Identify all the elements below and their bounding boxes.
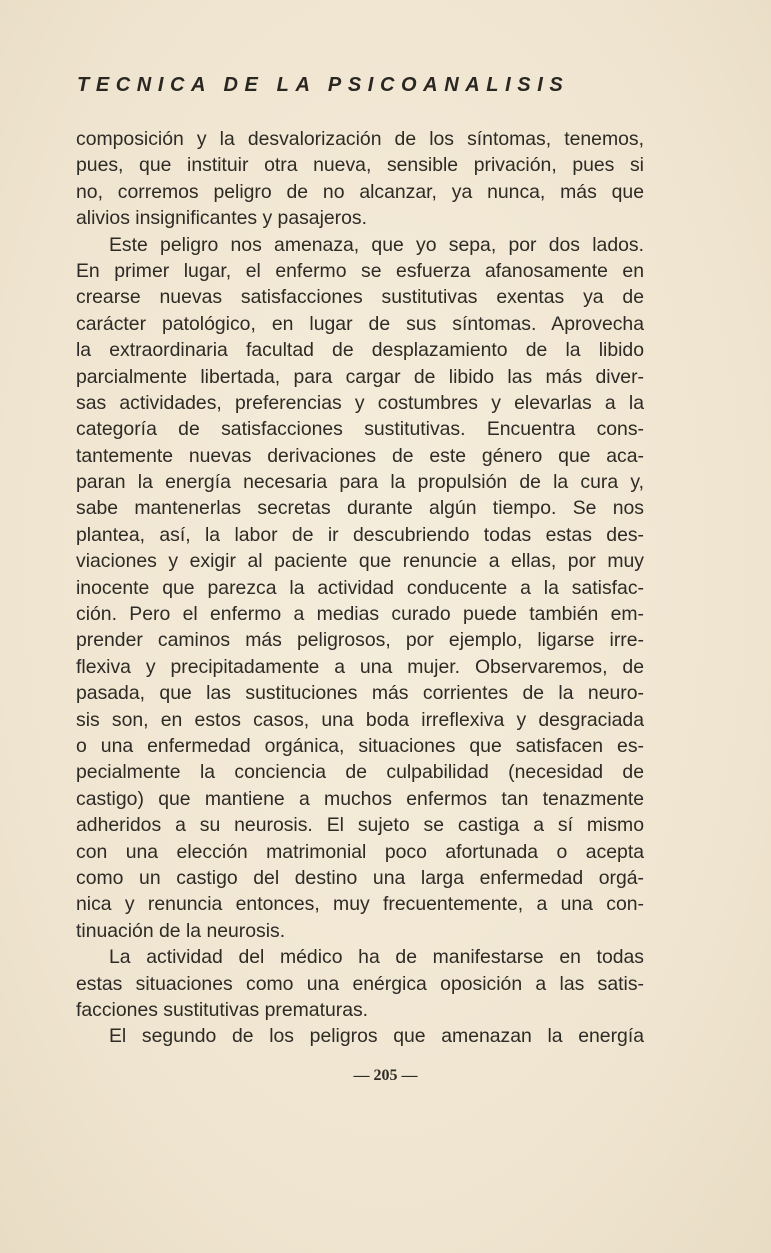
- text-line: viaciones y exigir al paciente que renuncie a ellas, por muy: [76, 550, 644, 573]
- text-line: crearse nuevas satisfacciones sustitutivas exentas ya de: [76, 286, 644, 309]
- paragraph-start-line: Este peligro nos amenaza, que yo sepa, por dos lados.: [109, 233, 644, 256]
- text-line: carácter patológico, en lugar de sus síntomas. Aprovecha: [76, 312, 644, 335]
- text-line: nica y renuncia entonces, muy frecuentemente, a una con-: [76, 893, 644, 916]
- text-line: sis son, en estos casos, una boda irreflexiva y desgraciada: [76, 708, 644, 731]
- text-line: pasada, que las sustituciones más corrientes de la neuro-: [76, 682, 644, 705]
- text-line: paran la energía necesaria para la propulsión de la cura y,: [76, 471, 644, 494]
- text-line: estas situaciones como una enérgica oposición a las satis-: [76, 972, 644, 995]
- text-line: pues, que instituir otra nueva, sensible privación, pues si: [76, 154, 644, 177]
- text-line: En primer lugar, el enfermo se esfuerza afanosamente en: [76, 259, 644, 282]
- text-line: pecialmente la conciencia de culpabilidad (necesidad de: [76, 761, 644, 784]
- text-line: prender caminos más peligrosos, por ejemplo, ligarse irre-: [76, 629, 644, 652]
- text-line: sas actividades, preferencias y costumbres y elevarlas a la: [76, 391, 644, 414]
- text-line: o una enfermedad orgánica, situaciones que satisfacen es-: [76, 734, 644, 757]
- text-line: no, corremos peligro de no alcanzar, ya nunca, más que: [76, 180, 644, 203]
- text-line: la extraordinaria facultad de desplazamiento de la libido: [76, 339, 644, 362]
- text-line: tinuación de la neurosis.: [76, 919, 286, 942]
- paragraph-start-line: El segundo de los peligros que amenazan la energía: [109, 1025, 644, 1048]
- text-line: como un castigo del destino una larga enfermedad orgá-: [76, 866, 644, 889]
- text-line: composición y la desvalorización de los síntomas, tenemos,: [76, 128, 644, 150]
- text-line: con una elección matrimonial poco afortunada o acepta: [76, 840, 644, 863]
- text-line: castigo) que mantiene a muchos enfermos tan tenazmente: [76, 787, 644, 810]
- text-line: sabe mantenerlas secretas durante algún tiempo. Se nos: [76, 497, 644, 520]
- text-line: facciones sustitutivas prematuras.: [76, 998, 369, 1021]
- text-line: ción. Pero el enfermo a medias curado puede también em-: [76, 603, 644, 626]
- text-line: adheridos a su neurosis. El sujeto se castiga a sí mismo: [76, 814, 644, 837]
- text-line: tantemente nuevas derivaciones de este género que aca-: [76, 444, 644, 467]
- text-line: plantea, así, la labor de ir descubriendo todas estas des-: [76, 523, 644, 546]
- text-line: alivios insignificantes y pasajeros.: [76, 207, 368, 230]
- text-line: flexiva y precipitadamente a una mujer. Observaremos, de: [76, 655, 644, 678]
- page-number: — 205 —: [353, 1067, 418, 1084]
- paragraph-start-line: La actividad del médico ha de manifestarse en todas: [109, 946, 644, 969]
- running-head-title: TECNICA DE LA PSICOANALISIS: [77, 74, 570, 96]
- text-line: parcialmente libertada, para cargar de libido las más diver-: [76, 365, 644, 388]
- text-line: categoría de satisfacciones sustitutivas. Encuentra cons-: [76, 418, 644, 441]
- body-text: [76, 126, 644, 1050]
- text-line: inocente que parezca la actividad conducente a la satisfac-: [76, 576, 644, 599]
